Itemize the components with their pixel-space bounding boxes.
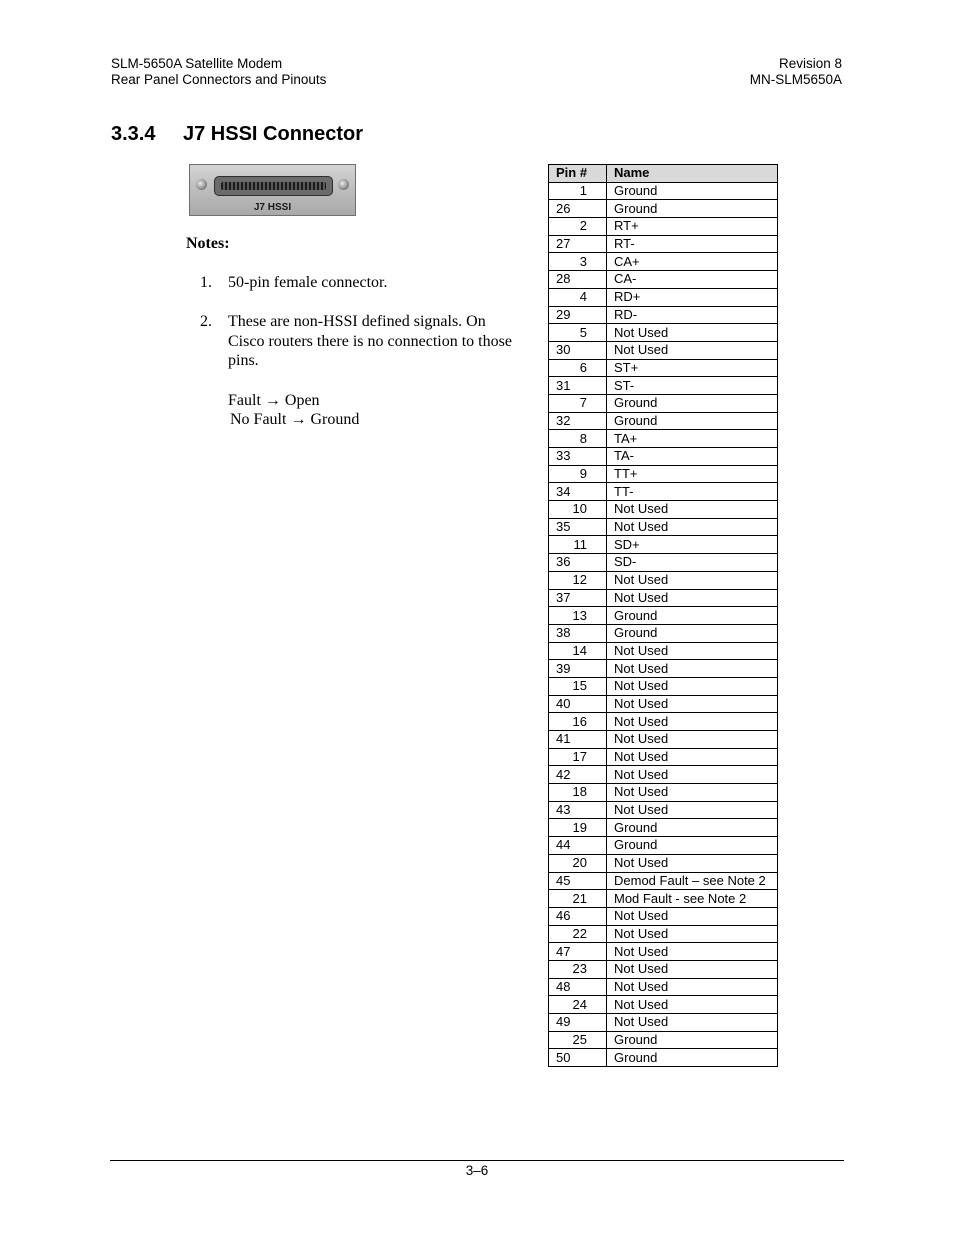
signal-name-cell: TT+ [607,465,778,483]
table-row [549,960,778,978]
signal-name-cell: Not Used [607,589,778,607]
signal-name-cell: Not Used [607,925,778,943]
footer-divider [110,1160,844,1161]
pin-number-cell: 31 [549,377,607,395]
table-row [549,465,778,483]
signal-name-cell: Not Used [607,713,778,731]
page-header-left [111,56,326,88]
note-item [186,273,526,293]
connector-pins [221,182,326,190]
table-row [549,872,778,890]
signal-name-cell: CA- [607,271,778,289]
table-row [549,235,778,253]
signal-name-cell: SD+ [607,536,778,554]
pin-number-cell: 7 [549,394,607,412]
pin-number-cell: 6 [549,359,607,377]
table-row [549,925,778,943]
table-row [549,288,778,306]
table-row [549,1031,778,1049]
pinout-table [548,164,778,1067]
signal-name-cell: Ground [607,819,778,837]
table-row [549,607,778,625]
signal-name-cell: Not Used [607,501,778,519]
signal-name-cell: Mod Fault - see Note 2 [607,890,778,908]
pin-number-cell: 13 [549,607,607,625]
table-row [549,518,778,536]
signal-name-cell: Ground [607,182,778,200]
pin-number-cell: 12 [549,571,607,589]
table-row [549,801,778,819]
table-row [549,907,778,925]
table-row [549,854,778,872]
signal-name-cell: TA- [607,448,778,466]
signal-name-cell: ST- [607,377,778,395]
signal-name-cell: RT- [607,235,778,253]
table-row [549,837,778,855]
pin-number-cell: 26 [549,200,607,218]
table-row [549,430,778,448]
pin-number-cell: 3 [549,253,607,271]
pin-number-cell: 34 [549,483,607,501]
table-header-row [549,165,778,183]
signal-name-cell: Ground [607,1049,778,1067]
pin-number-cell: 49 [549,1014,607,1032]
table-row [549,448,778,466]
table-row [549,819,778,837]
pin-number-cell: 32 [549,412,607,430]
table-row [549,554,778,572]
note-number: 2. [200,313,212,330]
signal-name-cell: Ground [607,607,778,625]
signal-name-cell: Not Used [607,571,778,589]
pin-number-cell: 11 [549,536,607,554]
pin-number-cell: 22 [549,925,607,943]
table-row [549,306,778,324]
table-row [549,677,778,695]
signal-name-cell: Not Used [607,677,778,695]
pin-number-cell: 21 [549,890,607,908]
table-row [549,218,778,236]
note-text: 50-pin female connector. [228,273,388,291]
pin-number-cell: 48 [549,978,607,996]
table-row [549,996,778,1014]
table-row [549,978,778,996]
pin-number-cell: 25 [549,1031,607,1049]
pin-number-cell: 39 [549,660,607,678]
connector-label: J7 HSSI [253,202,292,213]
table-row [549,341,778,359]
pin-number-cell: 29 [549,306,607,324]
pin-number-cell: 16 [549,713,607,731]
signal-name-cell: CA+ [607,253,778,271]
note-item [186,312,526,430]
no-fault-ground-line: No Fault → Ground [230,411,360,428]
signal-name-cell: ST+ [607,359,778,377]
pin-number-cell: 46 [549,907,607,925]
pin-number-cell: 1 [549,182,607,200]
table-row [549,359,778,377]
pin-number-cell: 28 [549,271,607,289]
signal-name-cell: Not Used [607,978,778,996]
signal-name-cell: Demod Fault – see Note 2 [607,872,778,890]
screw-icon [338,179,349,190]
table-row [549,501,778,519]
document-title: SLM-5650A Satellite Modem [111,56,283,71]
column-header-pin: Pin # [549,165,607,183]
signal-name-cell: Not Used [607,766,778,784]
pin-number-cell: 35 [549,518,607,536]
pin-number-cell: 27 [549,235,607,253]
table-row [549,890,778,908]
pin-number-cell: 45 [549,872,607,890]
pin-number-cell: 4 [549,288,607,306]
pin-number-cell: 9 [549,465,607,483]
table-row [549,377,778,395]
signal-name-cell: Not Used [607,748,778,766]
pin-number-cell: 47 [549,943,607,961]
pin-number-cell: 23 [549,960,607,978]
table-row [549,200,778,218]
table-row [549,589,778,607]
signal-name-cell: Not Used [607,695,778,713]
table-row [549,253,778,271]
pin-number-cell: 14 [549,642,607,660]
table-row [549,536,778,554]
table-row [549,731,778,749]
pin-number-cell: 43 [549,801,607,819]
pin-number-cell: 18 [549,784,607,802]
pin-number-cell: 17 [549,748,607,766]
table-row [549,713,778,731]
screw-icon [196,179,207,190]
table-row [549,624,778,642]
pin-number-cell: 38 [549,624,607,642]
pin-number-cell: 42 [549,766,607,784]
table-row [549,1049,778,1067]
signal-name-cell: Not Used [607,996,778,1014]
note-number: 1. [200,273,212,291]
signal-name-cell: Not Used [607,324,778,342]
signal-name-cell: Not Used [607,1014,778,1032]
pin-number-cell: 36 [549,554,607,572]
signal-name-cell: TT- [607,483,778,501]
signal-name-cell: TA+ [607,430,778,448]
pin-number-cell: 50 [549,1049,607,1067]
table-row [549,271,778,289]
connector-photo [189,164,356,216]
pin-number-cell: 30 [549,341,607,359]
signal-name-cell: RT+ [607,218,778,236]
signal-name-cell: Ground [607,837,778,855]
table-row [549,748,778,766]
signal-name-cell: Not Used [607,642,778,660]
signal-name-cell: Not Used [607,854,778,872]
notes-block [186,234,526,450]
section-number: 3.3.4 [111,123,156,145]
table-row [549,1014,778,1032]
manual-number: MN-SLM5650A [749,72,842,87]
signal-name-cell: Not Used [607,907,778,925]
pin-number-cell: 41 [549,731,607,749]
signal-name-cell: Not Used [607,341,778,359]
signal-name-cell: Not Used [607,943,778,961]
table-row [549,660,778,678]
table-row [549,784,778,802]
table-row [549,182,778,200]
pin-number-cell: 8 [549,430,607,448]
signal-name-cell: Not Used [607,784,778,802]
signal-name-cell: Ground [607,394,778,412]
table-row [549,394,778,412]
pin-number-cell: 15 [549,677,607,695]
pin-number-cell: 10 [549,501,607,519]
pinout-rows [549,182,778,1066]
signal-name-cell: Ground [607,200,778,218]
table-row [549,642,778,660]
page-header-right [750,56,842,88]
table-row [549,766,778,784]
signal-name-cell: Not Used [607,731,778,749]
pin-number-cell: 2 [549,218,607,236]
pin-number-cell: 5 [549,324,607,342]
signal-name-cell: RD+ [607,288,778,306]
table-row [549,483,778,501]
column-header-name: Name [607,165,778,183]
connector-shell [214,176,333,196]
signal-name-cell: RD- [607,306,778,324]
pin-number-cell: 20 [549,854,607,872]
signal-name-cell: Not Used [607,801,778,819]
table-row [549,571,778,589]
pin-number-cell: 37 [549,589,607,607]
signal-name-cell: SD- [607,554,778,572]
table-row [549,324,778,342]
chapter-title: Rear Panel Connectors and Pinouts [111,72,327,87]
pin-number-cell: 44 [549,837,607,855]
signal-name-cell: Not Used [607,960,778,978]
pin-number-cell: 24 [549,996,607,1014]
signal-name-cell: Ground [607,1031,778,1049]
notes-title: Notes: [186,235,230,252]
pin-number-cell: 40 [549,695,607,713]
section-heading [111,123,363,146]
fault-open-line: Fault → Open [228,391,320,409]
pin-number-cell: 33 [549,448,607,466]
signal-name-cell: Ground [607,412,778,430]
page-number: 3–6 [465,1163,489,1178]
revision-label: Revision 8 [778,56,842,71]
signal-name-cell: Not Used [607,660,778,678]
signal-name-cell: Ground [607,624,778,642]
section-title: J7 HSSI Connector [183,123,364,145]
table-row [549,943,778,961]
note-text: These are non-HSSI defined signals. On Cisco routers there is no connection to those pins. [228,313,512,369]
pin-number-cell: 19 [549,819,607,837]
notes-list [186,273,526,430]
table-row [549,695,778,713]
table-row [549,412,778,430]
signal-name-cell: Not Used [607,518,778,536]
